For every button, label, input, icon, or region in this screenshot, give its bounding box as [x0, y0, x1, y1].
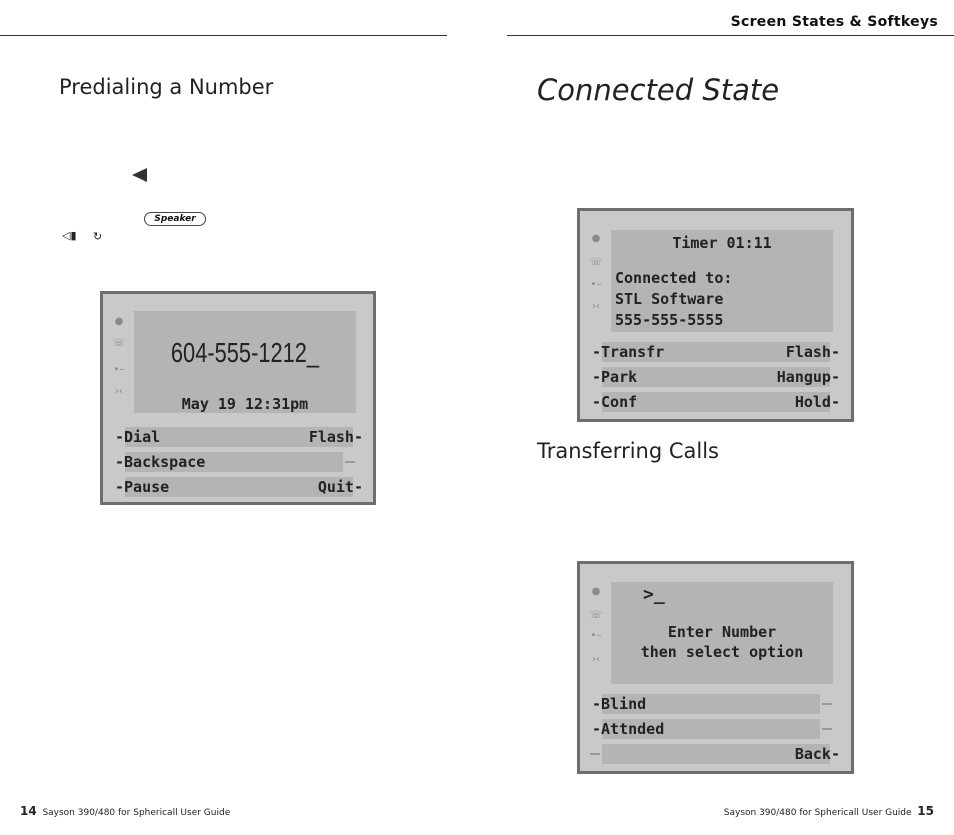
softkey-dash: [590, 753, 600, 755]
left-header-rule: [0, 35, 447, 36]
call-timer: Timer 01:11: [672, 234, 772, 252]
softkey-row[interactable]: [115, 477, 363, 497]
softkey-dash: [345, 461, 355, 463]
mute-icon: ›‹: [115, 386, 123, 397]
right-footer: [724, 804, 934, 818]
mute-icon: ›‹: [592, 301, 600, 312]
page-number: 15: [917, 804, 934, 818]
enter-number-text: Enter Number: [667, 623, 777, 641]
handset-icon: ☏: [589, 610, 603, 621]
softkey-dash: [822, 703, 832, 705]
right-header-rule: [507, 35, 954, 36]
softkey-row[interactable]: [115, 452, 343, 472]
dialed-number: 604-555-1212_: [170, 337, 320, 368]
softkey-transfr[interactable]: -Transfr: [592, 343, 665, 361]
caller-number: 555-555-5555: [615, 311, 724, 329]
line-key-icon: •–: [590, 630, 602, 641]
speaker-key-icon: Speaker: [144, 212, 206, 226]
footer-text: Sayson 390/480 for Sphericall User Guide: [42, 808, 231, 818]
footer-text: Sayson 390/480 for Sphericall User Guide: [723, 808, 912, 818]
connected-screen: [611, 230, 833, 332]
softkey-dial[interactable]: -Dial: [115, 428, 161, 446]
softkey-park[interactable]: -Park: [592, 368, 638, 386]
led-icon: ●: [591, 233, 601, 244]
number-prompt: >_: [643, 584, 665, 605]
line-key-icon: •–: [113, 364, 125, 375]
date-time: May 19 12:31pm: [181, 395, 309, 413]
softkey-row[interactable]: [602, 744, 840, 764]
led-icon: ●: [591, 586, 601, 597]
page-number: 14: [20, 804, 37, 818]
cycle-icon: ↻: [93, 230, 103, 243]
speaker-volume-icon: ◁▮: [62, 229, 77, 242]
section-title: Screen States & Softkeys: [730, 14, 938, 30]
handset-icon: ☏: [589, 257, 603, 268]
softkey-row[interactable]: [592, 719, 820, 739]
handset-icon: ☏: [112, 338, 126, 349]
softkey-row[interactable]: [592, 392, 840, 412]
softkey-flash[interactable]: Flash-: [785, 343, 840, 361]
heading-transferring-calls: Transferring Calls: [537, 439, 719, 463]
softkey-pause[interactable]: -Pause: [115, 478, 170, 496]
transfer-phone-display: [577, 561, 854, 774]
softkey-attnded[interactable]: -Attnded: [592, 720, 665, 738]
connected-phone-display: [577, 208, 854, 422]
softkey-hangup[interactable]: Hangup-: [776, 368, 840, 386]
heading-connected-state: Connected State: [537, 73, 780, 107]
mute-icon: ›‹: [592, 654, 600, 665]
transfer-screen: [611, 582, 833, 684]
softkey-blind[interactable]: -Blind: [592, 695, 647, 713]
softkey-row[interactable]: [592, 342, 840, 362]
softkey-dash: [822, 728, 832, 730]
softkey-hold[interactable]: Hold-: [794, 393, 840, 411]
softkey-backspace[interactable]: -Backspace: [115, 453, 206, 471]
softkey-quit[interactable]: Quit-: [317, 478, 363, 496]
heading-predialing: Predialing a Number: [59, 75, 274, 99]
softkey-row[interactable]: [115, 427, 363, 447]
caller-name: STL Software: [615, 290, 724, 308]
softkey-row[interactable]: [592, 367, 840, 387]
line-key-icon: •–: [590, 279, 602, 290]
select-option-text: then select option: [640, 643, 804, 661]
left-footer: [20, 804, 230, 818]
softkey-flash[interactable]: Flash-: [308, 428, 363, 446]
predial-screen: [134, 311, 356, 413]
softkey-conf[interactable]: -Conf: [592, 393, 638, 411]
softkey-row[interactable]: [592, 694, 820, 714]
predial-phone-display: [100, 291, 376, 505]
led-icon: ●: [114, 316, 124, 327]
left-arrow-icon: [132, 168, 147, 182]
softkey-back[interactable]: Back-: [794, 745, 840, 763]
connected-to-label: Connected to:: [615, 269, 733, 287]
